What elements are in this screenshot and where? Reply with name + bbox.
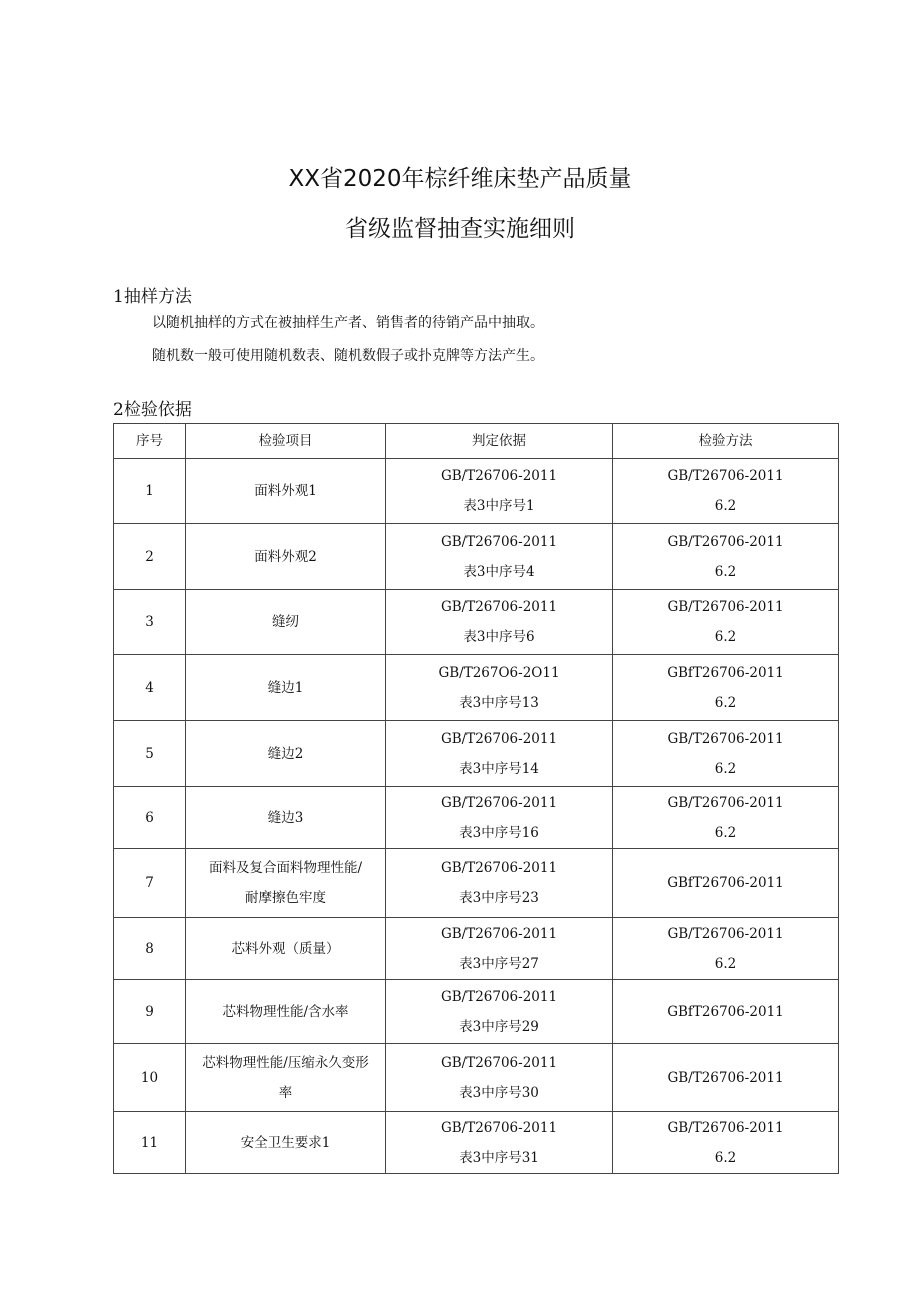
cell-no: 3 bbox=[114, 590, 186, 655]
cell-basis-line: GB/T26706-2011 bbox=[440, 860, 558, 876]
cell-basis bbox=[386, 918, 613, 980]
cell-item bbox=[186, 721, 386, 787]
table-row bbox=[114, 1112, 839, 1174]
cell-item-line: 缝边2 bbox=[267, 745, 304, 762]
header-basis: 判定依据 bbox=[386, 424, 613, 459]
cell-basis bbox=[386, 721, 613, 787]
table-row bbox=[114, 655, 839, 721]
cell-item bbox=[186, 655, 386, 721]
cell-method bbox=[613, 655, 839, 721]
cell-method-line: 6.2 bbox=[714, 824, 737, 841]
cell-basis-line: 表3中序号30 bbox=[459, 1084, 539, 1101]
cell-item-line: 安全卫生要求1 bbox=[240, 1134, 331, 1151]
cell-method-line: GB/T26706-2011 bbox=[667, 925, 784, 942]
cell-no: 10 bbox=[114, 1044, 186, 1112]
cell-method bbox=[613, 918, 839, 980]
cell-item-line: 缝边3 bbox=[267, 809, 304, 826]
table-row bbox=[114, 787, 839, 849]
section2-heading: 2检验依据 bbox=[113, 400, 192, 420]
cell-no: 9 bbox=[114, 980, 186, 1044]
cell-item-line: 缝纫 bbox=[272, 614, 299, 630]
table-row bbox=[114, 1044, 839, 1112]
table-row bbox=[114, 590, 839, 655]
document-title-line1: XX省2020年棕纤维床垫产品质量 bbox=[288, 166, 632, 192]
table-header-row bbox=[114, 424, 839, 459]
cell-basis-line: 表3中序号27 bbox=[459, 955, 539, 972]
table-body bbox=[114, 459, 839, 1174]
cell-method bbox=[613, 524, 839, 590]
cell-basis-line: 表3中序号29 bbox=[459, 1018, 539, 1035]
cell-basis-line: 表3中序号4 bbox=[463, 563, 535, 580]
cell-no: 1 bbox=[114, 459, 186, 524]
cell-item-line: 率 bbox=[278, 1084, 293, 1101]
cell-no: 7 bbox=[114, 849, 186, 918]
cell-method-line: GBfT26706-2011 bbox=[667, 664, 784, 681]
cell-method-line: GB/T26706-2011 bbox=[667, 599, 784, 615]
cell-item-line: 面料外观2 bbox=[254, 548, 317, 565]
table-row bbox=[114, 849, 839, 918]
cell-basis-line: GB/T26706-2011 bbox=[440, 988, 558, 1005]
cell-no: 5 bbox=[114, 721, 186, 787]
cell-method-line: 6.2 bbox=[714, 760, 737, 777]
cell-method-line: GB/T26706-2011 bbox=[667, 1119, 784, 1136]
cell-basis-line: GB/T26706-2011 bbox=[440, 925, 558, 942]
cell-method-line: 6.2 bbox=[714, 498, 737, 514]
cell-basis bbox=[386, 655, 613, 721]
cell-method bbox=[613, 590, 839, 655]
cell-item bbox=[186, 980, 386, 1044]
cell-basis-line: GB/T26706-2011 bbox=[440, 468, 558, 484]
cell-item-line: 芯料物理性能/含水率 bbox=[222, 1003, 349, 1020]
cell-method-line: 6.2 bbox=[714, 563, 737, 580]
cell-method-line: GBfT26706-2011 bbox=[667, 875, 784, 891]
inspection-basis-table bbox=[113, 423, 839, 1174]
cell-no: 2 bbox=[114, 524, 186, 590]
cell-method-line: GB/T26706-2011 bbox=[667, 468, 784, 484]
header-item: 检验项目 bbox=[186, 424, 386, 459]
cell-item bbox=[186, 459, 386, 524]
cell-item-line: 面料外观1 bbox=[254, 483, 317, 499]
section1-heading: 1抽样方法 bbox=[113, 287, 192, 307]
cell-basis-line: GB/T26706-2011 bbox=[440, 599, 558, 615]
cell-item bbox=[186, 918, 386, 980]
cell-basis-line: GB/T26706-2011 bbox=[440, 794, 558, 811]
cell-item-line: 芯料外观（质量） bbox=[231, 940, 340, 957]
cell-method bbox=[613, 1044, 839, 1112]
cell-method-line: GB/T26706-2011 bbox=[667, 533, 784, 550]
cell-basis bbox=[386, 849, 613, 918]
cell-basis bbox=[386, 459, 613, 524]
table-row bbox=[114, 524, 839, 590]
cell-basis bbox=[386, 1044, 613, 1112]
cell-method bbox=[613, 787, 839, 849]
cell-item bbox=[186, 787, 386, 849]
cell-method bbox=[613, 459, 839, 524]
document-title-line2: 省级监督抽查实施细则 bbox=[345, 216, 575, 242]
section1-paragraph-1: 以随机抽样的方式在被抽样生产者、销售者的待销产品中抽取。 bbox=[152, 315, 544, 331]
cell-method-line: GBfT26706-2011 bbox=[667, 1003, 784, 1020]
cell-no: 11 bbox=[114, 1112, 186, 1174]
cell-method-line: GB/T26706-2011 bbox=[667, 1069, 784, 1086]
cell-method bbox=[613, 849, 839, 918]
cell-basis-line: GB/T267O6-2O11 bbox=[438, 664, 560, 681]
cell-method-line: 6.2 bbox=[714, 1149, 737, 1166]
cell-basis bbox=[386, 1112, 613, 1174]
cell-basis bbox=[386, 980, 613, 1044]
cell-item-line: 芯料物理性能/压缩永久变形 bbox=[202, 1054, 369, 1071]
cell-basis bbox=[386, 787, 613, 849]
table-row bbox=[114, 980, 839, 1044]
cell-basis-line: GB/T26706-2011 bbox=[440, 730, 558, 747]
cell-basis-line: GB/T26706-2011 bbox=[440, 1119, 558, 1136]
cell-item bbox=[186, 590, 386, 655]
cell-item bbox=[186, 849, 386, 918]
cell-basis bbox=[386, 590, 613, 655]
cell-method-line: 6.2 bbox=[714, 955, 737, 972]
cell-method-line: GB/T26706-2011 bbox=[667, 794, 784, 811]
cell-item-line: 耐摩擦色牢度 bbox=[245, 890, 326, 906]
cell-basis bbox=[386, 524, 613, 590]
cell-item bbox=[186, 1044, 386, 1112]
cell-no: 8 bbox=[114, 918, 186, 980]
cell-item bbox=[186, 524, 386, 590]
cell-method-line: GB/T26706-2011 bbox=[667, 730, 784, 747]
cell-method-line: 6.2 bbox=[714, 694, 737, 711]
table-row bbox=[114, 721, 839, 787]
cell-no: 6 bbox=[114, 787, 186, 849]
cell-basis-line: 表3中序号16 bbox=[459, 824, 539, 841]
header-no: 序号 bbox=[114, 424, 186, 459]
section1-paragraph-2: 随机数一般可使用随机数表、随机数假子或扑克牌等方法产生。 bbox=[152, 348, 544, 364]
cell-no: 4 bbox=[114, 655, 186, 721]
cell-basis-line: GB/T26706-2011 bbox=[440, 533, 558, 550]
cell-method bbox=[613, 980, 839, 1044]
table-row bbox=[114, 459, 839, 524]
cell-method bbox=[613, 721, 839, 787]
cell-item-line: 面料及复合面料物理性能/ bbox=[208, 860, 363, 876]
cell-item-line: 缝边1 bbox=[267, 679, 304, 696]
cell-basis-line: 表3中序号31 bbox=[459, 1149, 539, 1166]
cell-basis-line: 表3中序号13 bbox=[459, 694, 539, 711]
cell-basis-line: 表3中序号1 bbox=[463, 498, 535, 514]
cell-method-line: 6.2 bbox=[714, 629, 737, 645]
cell-basis-line: 表3中序号23 bbox=[459, 890, 539, 906]
cell-method bbox=[613, 1112, 839, 1174]
cell-basis-line: 表3中序号14 bbox=[459, 760, 539, 777]
cell-basis-line: GB/T26706-2011 bbox=[440, 1054, 558, 1071]
cell-item bbox=[186, 1112, 386, 1174]
cell-basis-line: 表3中序号6 bbox=[463, 629, 535, 645]
table-row bbox=[114, 918, 839, 980]
header-method: 检验方法 bbox=[613, 424, 839, 459]
